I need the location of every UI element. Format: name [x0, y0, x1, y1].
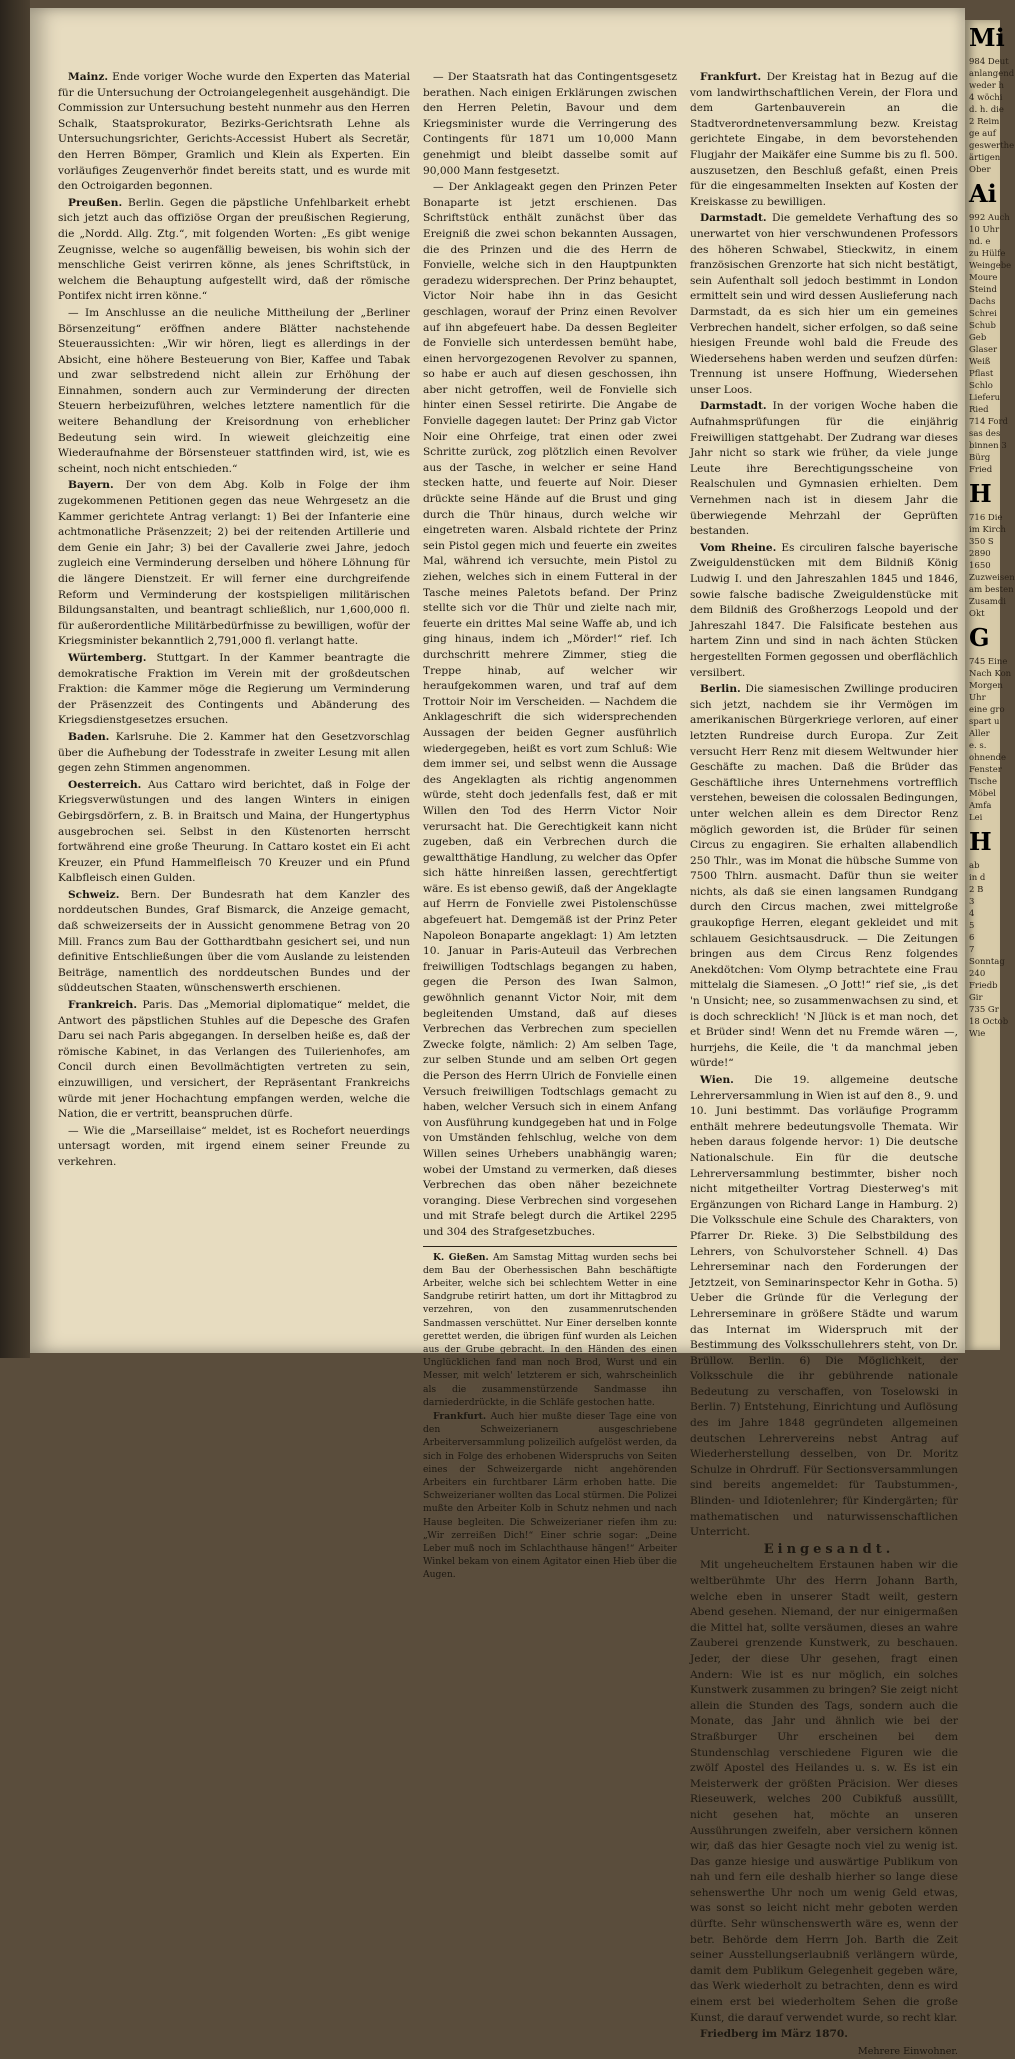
- adjacent-page-text: G: [969, 623, 990, 652]
- article-text: Paris. Das „Memorial diplomatique“ meldet, die Antwort des päpstlichen Stuhles auf die Depesche des Grafen Daru sei nach Paris abgegangen. In derselben heiße es, daß der römische Kabinet, in das Verlangen des Tuilerienhofes, am Concil durch einen Bevollmächtigten vertreten zu sein, einzuwilligen, und versichert, der Repräsentant Frankreichs würde mit jener Hochachtung empfangen werden, welche die Nation, die er vertritt, beanspruchen dürfe.: [58, 999, 410, 1121]
- adjacent-page-text: 2 Reim: [969, 117, 1000, 127]
- article-heading: K. Gießen.: [433, 1251, 489, 1263]
- article: [423, 180, 677, 1240]
- article-heading: Vom Rheine.: [700, 541, 777, 554]
- article: [58, 1124, 410, 1171]
- adjacent-page-text: Zusamdi: [969, 597, 1007, 607]
- article: [58, 778, 410, 887]
- adjacent-page-text: Steind: [969, 285, 997, 295]
- article-text: — Der Staatsrath hat das Contingentsgesetz berathen. Nach einigen Erklärungen zwischen den Herren Peletin, Bavour und dem Kriegsminister wurde die Verringerung des Contingents für 1871 um 10,000 Mann genehmigt und bleibt dasselbe somit auf 90,000 Mann festgesetzt.: [423, 71, 677, 177]
- newspaper-page: [30, 8, 965, 2057]
- article-heading: Frankfurt.: [433, 1410, 487, 1422]
- adjacent-page-text: weder h: [969, 81, 1005, 91]
- article-heading: Wien.: [700, 1074, 734, 1086]
- adjacent-page-text: Pflast: [969, 369, 994, 379]
- article: [58, 70, 410, 195]
- article-text: Der Kreistag hat in Bezug auf die vom landwirthschaftlichen Verein, der Flora und dem Gartenbauverein an die Stadtverordnetenversammlung bezw. Kreistag gerichtete Eingabe, in dem bevorstehenden Flugjahr der Maikäfer eine Summe bis zu fl. 500. auszusetzen, den Beschluß gefaßt, einen Preis für die eingesammelten Insekten auf Kosten der Kreiskasse zu bewilligen.: [690, 71, 958, 208]
- article-text: Es circuliren falsche bayerische Zweiguldenstücken mit dem Bildniß König Ludwig I. und den Jahreszahlen 1845 und 1846, sowie falsche badische Zweiguldenstücke mit dem Bildniß des Großherzogs Leopold und der Jahreszahl 1847. Die Falsificate bestehen aus hartem Zinn und sind in nach ächten Stücken hergestellten Formen gegossen und oberflächlich versilbert.: [690, 541, 958, 679]
- adjacent-page-text: 4 wöchi: [969, 93, 1003, 103]
- adjacent-page-text: geswerthe: [969, 141, 1015, 151]
- adjacent-page-text: ge auf: [969, 129, 996, 139]
- adjacent-page-text: Ober: [969, 165, 991, 175]
- adjacent-page-text: Morgen: [969, 681, 1003, 691]
- article: [690, 2027, 958, 2043]
- article-heading: Mainz.: [68, 71, 109, 83]
- column-3: [690, 70, 958, 2057]
- adjacent-page-text: Schub: [969, 321, 996, 331]
- article: [690, 1073, 958, 1541]
- article-text: — Im Anschlusse an die neuliche Mittheilung der „Berliner Börsenzeitung“ eröffnen andere Blätter nachstehende Steueraussichten: „Wir wir hören, liegt es allerdings in der Absicht, eine höhere Besteuerung von Bier, Kaffee und Tabak und zwar selbstredend nicht allein zur Erhöhung der Einnahmen, sondern auch zur Verminderung der directen Steuern herbeizuführen, welches letztere namentlich für die weitere Behandlung der Kreisordnung von erheblicher Bedeutung sein wird. In wieweit gleichzeitig eine Wiederaufnahme der Börsensteuer stattfinden wird, ist, wie es scheint, noch nicht entschieden.“: [58, 306, 410, 475]
- article-text: Auch hier mußte dieser Tage eine von den Schweizerianern ausgeschriebene Arbeiterversammlung polizeilich aufgelöst werden, da sich in Folge des erhobenen Widerspruchs von Seiten eines der Schweizergarde nicht angehörenden Arbeiters ein furchtbarer Lärm erhoben hatte. Die Schweizerianer wollten das Local stürmen. Die Polizei mußte den Arbeiter Kolb in Schutz nehmen und nach Hause begleiten. Die Schweizerianer riefen ihm zu: „Wir zerreißen Dich!“ Einer schrie sogar: „Deine Leber muß noch im Schlachthause hängen!“ Arbeiter Winkel bekam von einem Agitator einen Hieb über die Augen.: [423, 1410, 678, 1581]
- adjacent-page-text: in d: [969, 873, 986, 883]
- article-heading: Bayern.: [68, 479, 114, 492]
- adjacent-page-text: H: [969, 827, 992, 856]
- adjacent-page-text: Nach Kon: [969, 669, 1012, 679]
- adjacent-page-text: 7: [969, 945, 975, 955]
- adjacent-page-text: 714 Ford: [969, 417, 1008, 427]
- article: [690, 399, 958, 539]
- adjacent-page-text: 716 Die: [969, 513, 1003, 523]
- article-heading: Darmstadt.: [700, 400, 767, 413]
- section-title: Eingesandt.: [763, 1541, 895, 1557]
- adjacent-page-text: e. s.: [969, 741, 987, 751]
- adjacent-page-text: Wie: [969, 1029, 986, 1039]
- article-heading: Schweiz.: [68, 888, 120, 901]
- adjacent-page-text: Sonntag: [969, 957, 1005, 967]
- article: [690, 211, 958, 398]
- adjacent-page-text: 5: [969, 921, 975, 931]
- article-heading: Preußen.: [68, 196, 123, 209]
- article-heading: Würtemberg.: [68, 651, 147, 664]
- article: [690, 682, 958, 1072]
- article: [690, 70, 958, 210]
- column-1: [58, 70, 410, 1333]
- adjacent-page-text: Amfa: [969, 801, 992, 811]
- article-heading: Baden.: [68, 730, 110, 743]
- article-text: Mit ungeheucheltem Erstaunen haben wir die weltberühmte Uhr des Herrn Johann Barth, welche eben in unserer Stadt weilt, gestern Abend gesehen. Niemand, der nur einigermaßen die Mittel hat, sollte versäumen, dieses an wahre Zauberei grenzende Kunstwerk, zu beschauen. Jeder, der diese Uhr gesehen, fragt einen Andern: Wie ist es nur möglich, ein solches Kunstwerk zusammen zu bringen? Sie zeigt nicht allein die Stunden des Tags, sondern auch die Monate, das Jahr und ähnlich wie bei der Straßburger Uhr erscheinen bei dem Stundenschlag verschiedene Figuren wie die zwölf Apostel des Heilandes u. s. w. Es ist ein Meisterwerk der größten Präcision. Wer dieses Rieseuwerk, welches 200 Cubikfuß aussüllt, nicht gesehen hat, möchte an unseren Aussührungen zweifeln, aber versichern können wir, daß das hier Gesagte noch viel zu wenig ist. Das ganze hiesige und auswärtige Publikum von nah und fern eile deshalb hierher so lange diese sehenswerthe Uhr noch um wenig Geld etwas, was sonst so leicht nicht mehr geboten werden dürfte. Sehr wünschenswerth wäre es, wenn der betr. Behörde dem Herrn Joh. Barth die Zeit seiner Ausstellungserlaubniß verlängern würde, damit dem Publikum Gelegenheit gegeben wäre, das Werk wiederholt zu betrachten, denn es wird einem erst bei wiederholtem Sehen die große Kunst, die darauf verwendet wurde, so recht klar.: [690, 1559, 958, 2024]
- adjacent-page-text: Möbel: [969, 789, 997, 799]
- adjacent-page-text: Schrei: [969, 309, 997, 319]
- article: [58, 888, 410, 997]
- adjacent-page-text: Ai: [969, 179, 997, 208]
- article: [423, 70, 677, 179]
- article: [423, 1251, 677, 1409]
- article-text: Bern. Der Bundesrath hat dem Kanzler des norddeutschen Bundes, Graf Bismarck, die Anzeige gemacht, daß schweizerseits der in Aussicht genommene Betrag von 20 Mill. Francs zum Bau der Gotthardtbahn gesichert sei, und nun definitive Entschließungen über die vom Auslande zu leistenden Beiträge, namentlich des norddeutschen Bundes und der süddeutschen Staaten, wünschenswerth erschienen.: [58, 888, 410, 995]
- article: [423, 1410, 677, 1582]
- adjacent-page-text: 735 Gr: [969, 1005, 999, 1015]
- adjacent-page-text: Moure: [969, 273, 998, 283]
- adjacent-page-text: binnen 3: [969, 441, 1007, 451]
- adjacent-page-text: 745 Eine: [969, 657, 1008, 667]
- adjacent-page-text: Mi: [969, 23, 1005, 52]
- adjacent-page-text: Schlo: [969, 381, 993, 391]
- adjacent-page-text: eine gro: [969, 705, 1005, 715]
- divider: [423, 1246, 677, 1247]
- adjacent-page-text: 4: [969, 909, 975, 919]
- adjacent-page-text: Glaser: [969, 345, 998, 355]
- article-text: Stuttgart. In der Kammer beantragte die demokratische Fraktion im Verein mit der großdeutschen Fraktion: die Kammer möge die Regierung um Verminderung der Präsenzzeit des Contingents und Abänderung des Kriegsdienstgesetzes ersuchen.: [58, 651, 411, 727]
- article-heading: Friedberg im März 1870.: [700, 2028, 848, 2041]
- adjacent-page-text: 10 Uhr: [969, 225, 1000, 235]
- article-text: In der vorigen Woche haben die Aufnahmsprüfungen für die einjährig Freiwilligen stattgehabt. Der Zudrang war dieses Jahr nicht so stark wie früher, da viele junge Leute ihre Berechtigungsscheine von Realschulen und Gymnasien erhielten. Dem Vernehmen nach ist in diesem Jahr die überwiegende Mehrzahl der Geprüften bestanden.: [690, 400, 958, 538]
- adjacent-page-text: nd. e: [969, 237, 991, 247]
- article: [58, 651, 410, 729]
- adjacent-page-text: Okt: [969, 609, 985, 619]
- article-text: Berlin. Gegen die päpstliche Unfehlbarkeit erhebt sich jetzt auch das offiziöse Organ der preußischen Regierung, die „Nordd. Allg. Ztg.“, mit folgenden Worten: „Es gibt wenige Zeugnisse, welche so augenfällig beweisen, bis wohin sich der menschliche Geist verirren könne, als jenes Schriftstück, in welchem die Behauptung aufgestellt wird, daß der römische Pontifex nicht irren könne.“: [58, 196, 410, 303]
- adjacent-page-text: Gir: [969, 993, 983, 1003]
- adjacent-page-text: spart u: [969, 717, 1000, 727]
- adjacent-page-text: Ried: [969, 405, 989, 415]
- adjacent-page-text: Uhr: [969, 693, 986, 703]
- adjacent-page-text: zu Hülfe: [969, 249, 1006, 259]
- adjacent-page-text: ohnende: [969, 753, 1007, 763]
- adjacent-page-text: 992 Auch: [969, 213, 1010, 223]
- adjacent-page-text: ab: [969, 861, 980, 871]
- adjacent-page-text: H: [969, 479, 992, 508]
- adjacent-page-text: 3: [969, 897, 975, 907]
- adjacent-page-text: anlangend: [969, 69, 1015, 79]
- adjacent-page-text: 18 Octob: [969, 1017, 1009, 1027]
- adjacent-page-text: Fenster: [969, 765, 1002, 775]
- article: [690, 541, 958, 681]
- adjacent-page-text: ärtigen: [969, 153, 1001, 163]
- adjacent-page-text: Bürg: [969, 453, 991, 463]
- adjacent-page-text: Aller: [969, 729, 990, 739]
- article-text: Die siamesischen Zwillinge produciren sich jetzt, nachdem sie ihr Vermögen im amerikanischen Bürgerkriege verloren, auf einer letzten Rundreise durch Europa. Zur Zeit versucht Herr Renz mit diesem Weltwunder hier Geschäfte zu machen. Daß die Brüder das Geschäftliche ihres Unternehmens vortrefflich verstehen, beweisen die colossalen Bedingungen, unter welchen allein es dem Director Renz möglich geworden ist, die Brüder für seinen Circus zu engagiren. Sie erhalten allabendlich 250 Thlr., was im Monat die hübsche Summe von 7500 Thlrn. ausmacht. Dafür thun sie weiter nichts, als daß sie einen langsamen Rundgang durch den Circus machen, zwei mittelgroße graukopfige Herren, elegant gekleidet und mit schlauem Gesichtsausdruck. — Die Zeitungen bringen aus dem Circus Renz folgendes Anekdötchen: Vom Olymp betrachtete eine Frau mittelalg die Siamesen. „O Jott!“ rief sie, „is det 'n Unsicht; nee, so zusammenwachsen zu sind, et is doch schrecklich! 'N Jlück is et man noch, det et Brüder sind! Wenn det nu Fremde wären —, hurrjehs, die Keile, die 't da manchmal jeben würde!“: [690, 683, 958, 1070]
- article-text: Karlsruhe. Die 2. Kammer hat den Gesetzvorschlag über die Aufhebung der Todesstrafe in zweiter Lesung mit allen gegen zehn Stimmen angenommen.: [58, 730, 410, 775]
- article-text: Die 19. allgemeine deutsche Lehrerversammlung in Wien ist auf den 8., 9. und 10. Juni bestimmt. Das vorläufige Programm enthält mehrere bedeutungsvolle Themata. Wir heben daraus folgende hervor: 1) Die deutsche Nationalschule. Ein für die deutsche Lehrerversammlung bestimmter, bisher noch nicht mitgetheilter Vortrag Diesterweg's mit Ergänzungen von Richard Lange in Hamburg. 2) Die Volksschule eine Schule des Charakters, von Pfarrer Dr. Rieke. 3) Die Selbstbildung des Lehrers, von Schulvorsteher Schnell. 4) Das Lehrerseminar nach den Forderungen der Jetztzeit, von Seminarinspector Kehr in Gotha. 5) Ueber die Gründe für die Verlegung der Lehrerseminare in größere Städte und warum das Internat im Widerspruch mit der Bestimmung des Volksschullehrers steht, von Dr. Brüllow. Berlin. 6) Die Möglichkeit, der Volksschule die ihr gebührende nationale Bedeutung zu verschaffen, von Toselowski in Berlin. 7) Entstehung, Einrichtung und Auflösung des im Jahre 1848 gegründeten allgemeinen deutschen Lehrervereins nebst Antrag auf Wiederherstellung desselben, von Dr. Moritz Schulze in Ohrdruff. Für Sectionsversammlungen sind bereits angemeldet: für Taubstummen-, Blinden- und Idiotenlehrer; für Kindergärten; für mathematischen und naturwissenschaftlichen Unterricht.: [690, 1074, 958, 1539]
- adjacent-page-text: d. h. die: [969, 105, 1004, 115]
- adjacent-page-fragment: [965, 20, 1015, 1350]
- article: [58, 730, 410, 777]
- signature: Mehrere Einwohner.: [857, 2045, 958, 2057]
- adjacent-page-text: 1650: [969, 561, 991, 571]
- book-spine: [0, 0, 30, 1358]
- article: [58, 478, 410, 650]
- article-heading: Darmstadt.: [700, 212, 767, 225]
- article-text: Am Samstag Mittag wurden sechs bei dem Bau der Oberhessischen Bahn beschäftigte Arbeiter, welche sich bei schlechtem Wetter in eine Sandgrube retirirt hatten, um dort ihr Mittagbrod zu verzehren, von den zusammenrutschenden Sandmassen verschüttet. Nur Einer derselben konnte gerettet werden, die übrigen fünf wurden als Leichen aus der Grube gebracht. In den Händen des einen Unglücklichen fand man noch Brod, Wurst und ein Messer, mit welch' letzterem er sich, wahrscheinlich als die zusammenstürzende Sandmasse ihn darniederdrückte, in die Schläfe gestochen hatte.: [423, 1251, 677, 1408]
- article-heading: Berlin.: [700, 683, 741, 696]
- adjacent-page-text: 240: [969, 969, 986, 979]
- adjacent-page-text: Lieferu: [969, 393, 1001, 403]
- adjacent-page-text: Geb: [969, 333, 987, 343]
- article-text: — Wie die „Marseillaise“ meldet, ist es Rochefort neuerdings untersagt worden, mit irgend einem seiner Freunde zu verkehren.: [58, 1124, 410, 1168]
- adjacent-page-text: am besten: [969, 585, 1014, 595]
- article: [58, 998, 410, 1123]
- adjacent-page-text: Fried: [969, 465, 993, 475]
- adjacent-page-text: Tische: [969, 777, 998, 787]
- article-text: Die gemeldete Verhaftung des so unerwartet von hier verschwundenen Professors des höheren Schwabel, Stieckwitz, in einem französischen Grenzorte hat sich nicht bestätigt, sein Aufenthalt soll jedoch bestimmt in London ermittelt sein und wird dessen Auslieferung nach Darmstadt, da es sich hier um ein gemeines Verbrechen handelt, sicher erfolgen, so daß seine hiesigen Freunde wohl bald die Freude des Wiedersehens haben werden und seufzen dürfen: Trennung ist unsere Hoffnung, Wiedersehen unser Loos.: [690, 212, 958, 396]
- article-heading: Oesterreich.: [68, 778, 142, 791]
- adjacent-page-text: 350 S: [969, 537, 994, 547]
- adjacent-page-text: Weingebe: [969, 261, 1012, 271]
- adjacent-page-text: Dachs: [969, 297, 996, 307]
- adjacent-page-text: Weiß: [969, 357, 991, 367]
- article-text: Der von dem Abg. Kolb in Folge der ihm zugekommenen Petitionen gegen das neue Wehrgesetz an die Kammer gerichtete Antrag verlangt: 1) Bei der Infanterie eine achtmonatliche Präsenzzeit; 2) bei der reitenden Artillerie und dem Genie ein Jahr; 3) bei der Cavallerie zwei Jahre, jedoch zugleich eine Verminderung derselben und höhere Löhnung für die längere Dienstzeit. Er will ferner eine durchgreifende Reform und Verminderung der kostspieligen militärischen Bildungsanstalten, und beantragt schließlich, nur 1,600,000 fl. für außerordentliche Militärbedürfnisse zu bewilligen, wofür der Kriegsminister bekanntlich 2,791,000 fl. verlangt hatte.: [58, 479, 410, 648]
- adjacent-page-text: sas des: [969, 429, 1001, 439]
- article: [58, 306, 410, 478]
- adjacent-page-text: Lei: [969, 813, 983, 823]
- adjacent-page-text: 6: [969, 933, 975, 943]
- adjacent-page-text: 984 Deut: [969, 57, 1009, 67]
- adjacent-page-text: Friedb: [969, 981, 998, 991]
- article-heading: Frankreich.: [68, 999, 138, 1012]
- adjacent-page-text: 2 B: [969, 885, 984, 895]
- adjacent-page-text: Zuzweisen: [969, 573, 1015, 583]
- column-2: [423, 70, 678, 1581]
- article: [690, 1558, 958, 2026]
- adjacent-page-text: im Kirch: [969, 525, 1006, 535]
- adjacent-page-text: 2890: [969, 549, 991, 559]
- article-text: Aus Cattaro wird berichtet, daß in Folge der Kriegsverwüstungen und des langen Winters in einigen Gebirgsdörfern, z. B. in Braitsch und Maina, der Hungertyphus ausgebrochen sei. Selbst in den Küstenorten herrscht fortwährend eine große Theurung. In Cattaro kostet ein Ei acht Kreuzer, ein Pfund Hammelfleisch 70 Kreuzer und ein Pfund Kalbfleisch einen Gulden.: [58, 778, 410, 885]
- article-text: Ende voriger Woche wurde den Experten das Material für die Untersuchung der Octroiangelegenheit ausgehändigt. Die Commission zur Untersuchung besteht nunmehr aus den Herren Schalk, Staatsprokurator, Bezirks-Gerichtsrath Lehne als Untersuchungsrichter, Gerichts-Accessist Hubert als Secretär, den Herren Bömper, Gramlich und Klein als Experten. Ein vorläufiges Zeugenverhör findet bereits statt, und es wurde mit den Octroigarden begonnen.: [58, 71, 410, 193]
- article: [58, 196, 410, 305]
- article-text: — Der Anklageakt gegen den Prinzen Peter Bonaparte ist jetzt erschienen. Das Schriftstück enthält zunächst über das Ereigniß die zwei schon bekannten Aussagen, die des Prinzen und die des Herrn de Fonvielle, welche sich in den Hauptpunkten geradezu widersprechen. Der Prinz behauptet, Victor Noir habe ihn in das Gesicht geschlagen, worauf der Prinz einen Revolver auf ihn abgefeuert habe. Da dessen Begleiter de Fonvielle sich unterdessen bemüht habe, einen hervorgezogenen Revolver zu spannen, so habe er auch auf diesen geschossen, ihn aber nicht getroffen, weil de Fonvielle sich hinter einen Sessel retirirte. Die Angabe de Fonvielle dagegen lautet: Der Prinz gab Victor Noir eine Ohrfeige, trat einen oder zwei Schritte zurück, zog plötzlich einen Revolver aus der Tasche, in welcher er seine Hand stecken hatte, und feuerte auf Noir. Dieser drückte seine Hände auf die Brust und ging durch die Thür hinaus, durch welche wir eingetreten waren. Alsbald richtete der Prinz sein Pistol gegen mich und feuerte ein zweites Mal, während ich versuchte, mein Pistol zu ziehen, welches sich in einem Futteral in der Tasche meines Paletots befand. Der Prinz stellte sich vor die Thür und zielte nach mir, feuerte ein drittes Mal seine Waffe ab, und ich ging hinaus, indem ich „Mörder!“ rief. Ich durchschritt mehrere Zimmer, stieg die Treppe hinab, auf welcher wir heraufgekommen waren, und traf auf dem Trottoir Noir im Verscheiden. — Nachdem die Anklageschrift die sich widersprechenden Aussagen der beiden Gegner ausführlich wiedergegeben, heißt es vort zum Schluß: Wie dem immer sei, und selbst wenn die Aussage des Angeklagten als richtig angenommen würde, steht doch jedenfalls fest, daß er mit Willen den Tod des Herrn Victor Noir verursacht hat. Die Gerechtigkeit kann nicht zugeben, daß ein Verbrechen durch die gewaltthätige Handlung, zu welcher das Opfer sich hätte hinreißen lassen, gerechtfertigt wäre. Es ist ebenso gewiß, daß der Angeklagte auf Herrn de Fonvielle zwei Pistolenschüsse abgefeuert hat. Demgemäß ist der Prinz Peter Napoleon Bonaparte angeklagt: 1) Am letzten 10. Januar in Paris-Auteuil das Verbrechen freiwilligen Todtschlags begangen zu haben, gegen die Person des Iwan Salmon, gewöhnlich genannt Victor Noir, mit dem begleitenden Umstand, daß auf dieses Verbrechen das Verbrechen zum speciellen Zwecke folgte, nämlich: 2) Am selben Tage, zur selben Stunde und am selben Ort gegen die Person des Herrn Ulrich de Fonvielle einen Versuch freiwilligen Todtschlags gemacht zu haben, welcher Versuch sich in einem Anfang von Ausführung kundgegeben hat und in Folge von Umständen fehlschlug, welche von dem Willen seines Urhebers unabhängig waren; wobei der Umstand zu vermerken, daß dieses Verbrechen das oben näher bezeichnete voranging. Diese Verbrechen sind vorgesehen und mit Strafe belegt durch die Artikel 2295 und 304 des Strafgesetzbuches.: [423, 181, 677, 1238]
- article-heading: Frankfurt.: [700, 71, 762, 83]
